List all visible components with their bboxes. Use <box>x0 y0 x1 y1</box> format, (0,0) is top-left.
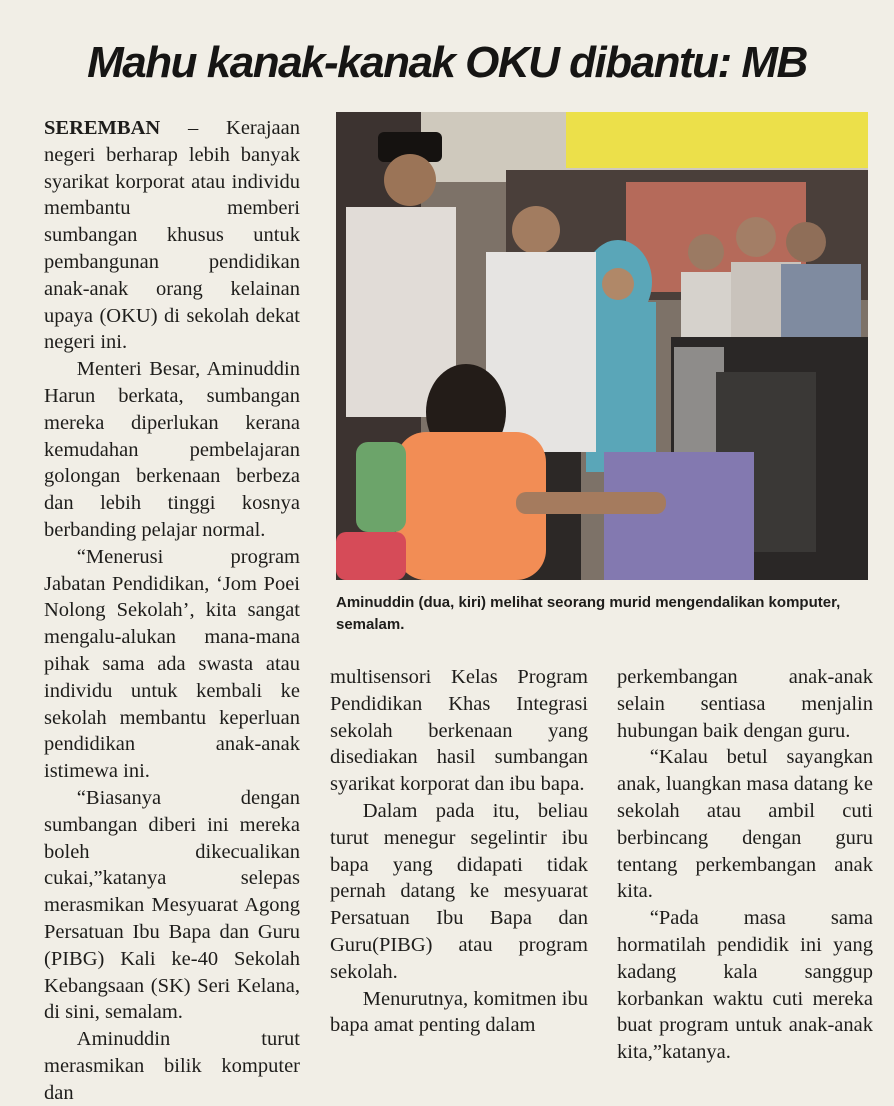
paragraph: “Biasanya dengan sumbangan diberi ini mereka boleh dikecualikan cukai,”katanya selepas merasmikan Mesyuarat Agong Persatuan Ibu Bapa dan Guru (PIBG) Kali ke-40 Sekolah Kebangsaan (SK) Seri Kelana, di sini, semalam. <box>44 786 300 1024</box>
paragraph: perkembangan anak-anak selain sentiasa menjalin hubungan baik dengan guru. <box>617 666 873 742</box>
paragraph: multisensori Kelas Program Pendidikan Khas Integrasi sekolah berkenaan yang disediakan hasil sumbangan syarikat korporat dan ibu bapa. <box>330 666 588 796</box>
paragraph: Dalam pada itu, beliau turut menegur segelintir ibu bapa yang didapati tidak pernah datang ke mesyuarat Persatuan Ibu Bapa dan Guru(PIBG) atau program sekolah. <box>330 799 588 983</box>
paragraph: Aminuddin turut merasmikan bilik komputer dan <box>44 1028 300 1104</box>
article-column-1 <box>44 115 300 1106</box>
article-column-3 <box>617 664 873 1066</box>
paragraph: “Pada masa sama hormatilah pendidik ini yang kadang kala sanggup korbankan waktu cuti mereka buat program untuk anak-anak kita,”katanya. <box>617 907 873 1064</box>
yellow-banner <box>566 112 868 168</box>
paragraph: Menurutnya, komitmen ibu bapa amat penting dalam <box>330 987 588 1037</box>
paragraph-text: – Kerajaan negeri berharap lebih banyak syarikat korporat atau individu membantu memberi sumbangan khusus untuk pembangunan pendidikan anak-anak orang kelainan upaya (OKU) di sekolah dekat negeri ini. <box>44 117 300 354</box>
paragraph: “Menerusi program Jabatan Pendidikan, ‘Jom Poei Nolong Sekolah’, kita sangat mengalu-alukan mana-mana pihak sama ada swasta atau individu untuk kembali ke sekolah membantu keperluan pendidikan anak-anak istimewa ini. <box>44 545 300 783</box>
headline: Mahu kanak-kanak OKU dibantu: MB <box>87 38 807 87</box>
lead-paragraph <box>44 115 300 356</box>
photo-caption: Aminuddin (dua, kiri) melihat seorang murid mengendalikan komputer, semalam. <box>336 594 841 633</box>
paragraph: Menteri Besar, Aminuddin Harun berkata, sumbangan mereka diperlukan kerana kemudahan pembelajaran golongan berkenaan berbeza dan lebih tinggi kosnya berbanding pelajar normal. <box>44 358 300 541</box>
dateline: SEREMBAN <box>44 117 161 139</box>
news-photo <box>336 112 868 580</box>
paragraph: “Kalau betul sayangkan anak, luangkan masa datang ke sekolah atau ambil cuti berbincang dengan guru tentang perkembangan anak kita. <box>617 746 873 903</box>
article-column-2 <box>330 664 588 1039</box>
